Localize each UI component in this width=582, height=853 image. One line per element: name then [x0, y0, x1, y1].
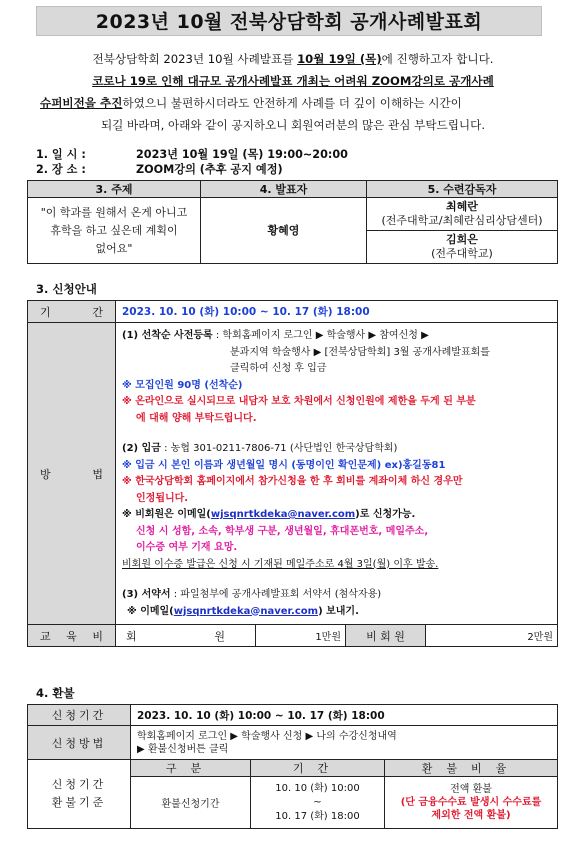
date-label: 1. 일 시 : [36, 148, 86, 161]
intro-line3-a: 슈퍼비전을 추진 [40, 96, 123, 110]
intro-event-date: 10월 19일 (목) [297, 52, 382, 66]
presenter-name: 황혜영 [201, 198, 367, 264]
case-info-table [27, 180, 558, 264]
supervisor-2: 김희은 (전주대학교) [367, 231, 558, 264]
method-label: 방 법 [28, 323, 116, 625]
member-label: 회 원 [116, 625, 256, 647]
page-title: 2023년 10월 전북상담학회 공개사례발표회 [36, 6, 542, 36]
capacity-note: ※ 모집인원 90명 (선착순) [122, 379, 243, 391]
refund-table [27, 704, 558, 829]
intro-line1-a: 전북상담학회 2023년 10월 사례발표를 [92, 52, 298, 66]
refund-policy-label: 신청기간 환불기준 [28, 760, 131, 829]
fee-label: 교 육 비 [28, 625, 116, 647]
refund-row-rate: 전액 환불 (단 금융수수료 발생시 수수료를 제외한 전액 환불) [385, 777, 558, 829]
section-4-title: 4. 환불 [36, 686, 75, 700]
period-label: 기 간 [28, 301, 116, 323]
bank-account: : 농협 301-0211-7806-71 (사단법인 한국상담학회) [160, 443, 398, 454]
event-meta [36, 147, 348, 177]
intro-line4: 되길 바라며, 아래와 같이 공지하오니 회원여러분의 많은 관심 부탁드립니다. [100, 118, 486, 132]
intro-line2: 코로나 19로 인해 대규모 공개사례발표 개최는 어려워 ZOOM강의로 공개사례 [92, 74, 494, 88]
application-table [27, 300, 558, 647]
col-division: 구분 [131, 760, 251, 777]
place-value: ZOOM강의 (추후 공지 예정) [136, 163, 283, 176]
refund-row-period: 10. 10 (화) 10:00 ~ 10. 17 (화) 18:00 [251, 777, 385, 829]
period-value: 2023. 10. 10 (화) 10:00 ~ 10. 17 (화) 18:00 [116, 301, 558, 323]
header-topic: 3. 주제 [28, 181, 201, 198]
topic-cell: "이 학과를 원해서 온게 아니고 휴학을 하고 싶은데 계획이 없어요" [28, 198, 201, 264]
header-supervisor: 5. 수련감독자 [367, 181, 558, 198]
header-presenter: 4. 발표자 [201, 181, 367, 198]
refund-method-label: 신청방법 [28, 726, 131, 760]
col-rate: 환불비율 [385, 760, 558, 777]
section-3-title: 3. 신청안내 [36, 282, 97, 296]
nonmember-fee: 2만원 [426, 625, 558, 647]
refund-row-name: 환불신청기간 [131, 777, 251, 829]
method-content: (1) 선착순 사전등록 : 학회홈페이지 로그인 ▶ 학술행사 ▶ 참여신청 ▶ 분과지역 학술행사 ▶ [전북상담학회] 3월 공개사례발표회를 클릭하여 신청 후 입금 ※ 모집인원 90명 (선착순) ※ 온라인으로 실시되므로 내담자 보호 차원에서 신청인원에 제한을 두게 된 부분 에 대해 양해 부탁드립니다. (2) 입금 : 농협 301-0211-7806-71 (사단법인 한국상담학회) ※ 입금 시 본인 이름과 생년월일 명시 (동명이인 확인문제) ex)홍길동81 ※ 한국상담학회 홈페이지에서 참가신청을 한 후 회비를 계좌이체 하신 경우만 인정됩니다. ※ 비회원은 이메일(wjsqnrtkdeka@naver.com)로 신청가능. 신청 시 성함, 소속, 학부생 구분, 생년월일, 휴대폰번호, 메일주소, 이수증 여부 기재 요망. 비회원 이수증 발급은 신청 시 기재된 메일주소로 4월 3일(월) 이후 발송. (3) 서약서 : 파일첨부에 공개사례발표회 서약서 (첨삭자용) ※ 이메일(wjsqnrtkdeka@naver.com) 보내기. [116, 323, 558, 625]
pledge-email-link[interactable]: wjsqnrtkdeka@naver.com [173, 605, 319, 617]
email-link[interactable]: wjsqnrtkdeka@naver.com [210, 509, 356, 520]
intro-line3-b: 하였으니 불편하시더라도 안전하게 사례를 더 깊이 이해하는 시간이 [122, 96, 462, 110]
refund-period-value: 2023. 10. 10 (화) 10:00 ~ 10. 17 (화) 18:00 [131, 705, 558, 726]
col-period: 기간 [251, 760, 385, 777]
nonmember-label: 비 회 원 [346, 625, 426, 647]
intro-line1-c: 에 진행하고자 합니다. [381, 52, 494, 66]
date-value: 2023년 10월 19일 (목) 19:00~20:00 [136, 148, 348, 161]
place-label: 2. 장 소 : [36, 163, 86, 176]
refund-period-label: 신청기간 [28, 705, 131, 726]
member-fee: 1만원 [256, 625, 346, 647]
intro-text [40, 48, 546, 136]
supervisor-1: 최혜란 (전주대학교/최혜란심리상담센터) [367, 198, 558, 231]
refund-method-value: 학회홈페이지 로그인 ▶ 학술행사 신청 ▶ 나의 수강신청내역 ▶ 환불신청버튼 클릭 [131, 726, 558, 760]
